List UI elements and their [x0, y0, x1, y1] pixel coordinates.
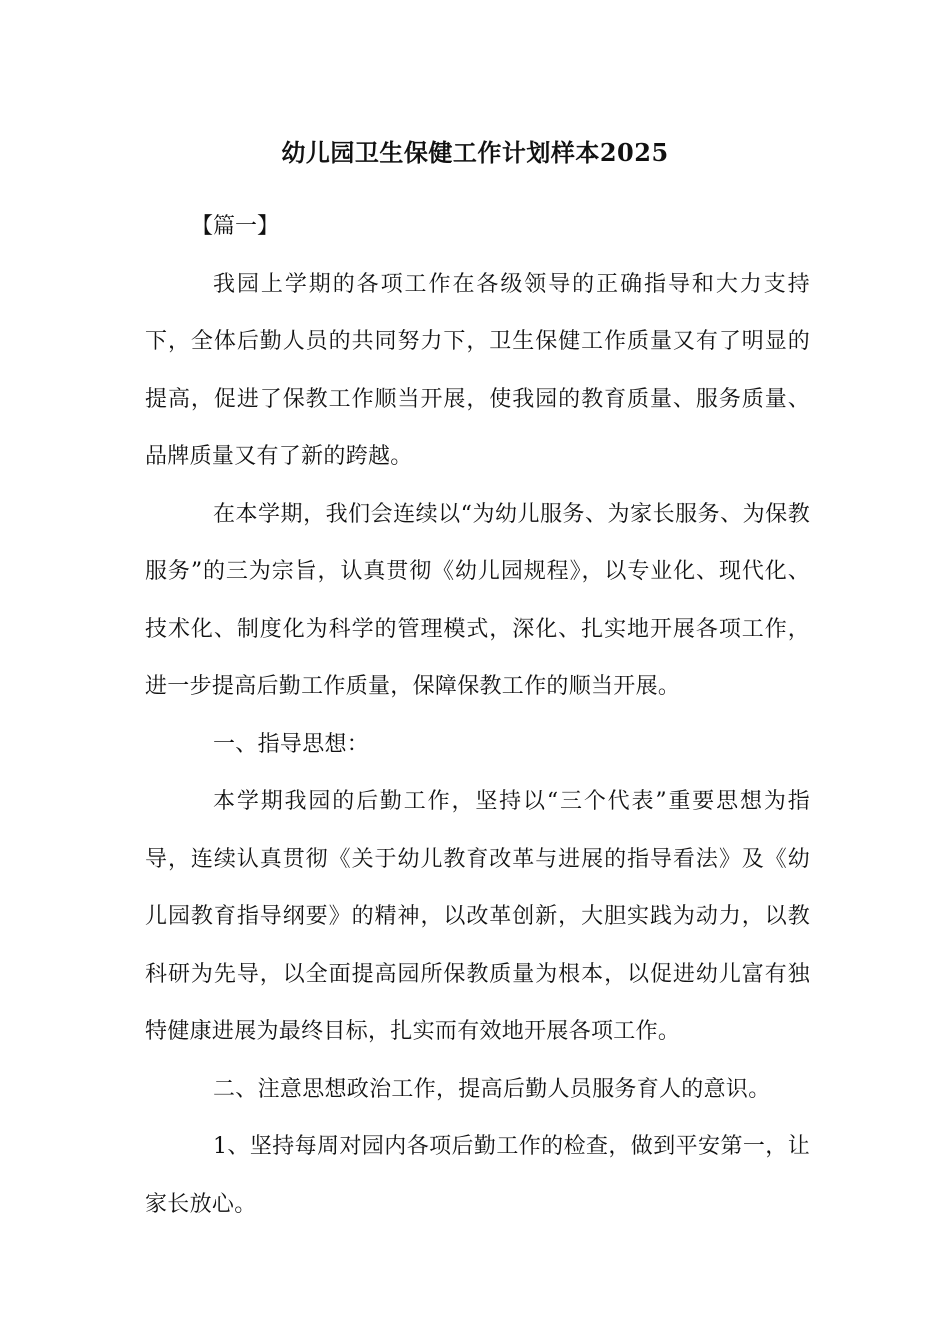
paragraph-semester-goals: 在本学期，我们会连续以“为幼儿服务、为家长服务、为保教服务”的三为宗旨，认真贯彻《幼儿园规程》，以专业化、现代化、技术化、制度化为科学的管理模式，深化、扎实地开展各项工作，进一步提高后勤工作质量，保障保教工作的顺当开展。	[145, 501, 810, 699]
paragraph-guiding-thought: 本学期我园的后勤工作，坚持以“三个代表”重要思想为指导，连续认真贯彻《关于幼儿教育改革与进展的指导看法》及《幼儿园教育指导纲要》的精神，以改革创新，大胆实践为动力，以教科研为先导，以全面提高园所保教质量为根本，以促进幼儿富有独特健康进展为最终目标，扎实而有效地开展各项工作。	[145, 789, 810, 1044]
heading-political-work: 二、注意思想政治工作，提高后勤人员服务育人的意识。	[213, 1076, 771, 1102]
heading-guiding-thought: 一、指导思想：	[213, 731, 370, 757]
document-title: 幼儿园卫生保健工作计划样本2025	[281, 138, 669, 167]
document-body	[145, 198, 810, 1233]
paragraph-intro: 我园上学期的各项工作在各级领导的正确指导和大力支持下，全体后勤人员的共同努力下，卫生保健工作质量又有了明显的提高，促进了保教工作顺当开展，使我园的教育质量、服务质量、品牌质量又有了新的跨越。	[145, 271, 810, 469]
paragraph-weekly-check: 1、坚持每周对园内各项后勤工作的检查，做到平安第一，让家长放心。	[145, 1134, 810, 1217]
section-tag: 【篇一】	[191, 214, 280, 239]
